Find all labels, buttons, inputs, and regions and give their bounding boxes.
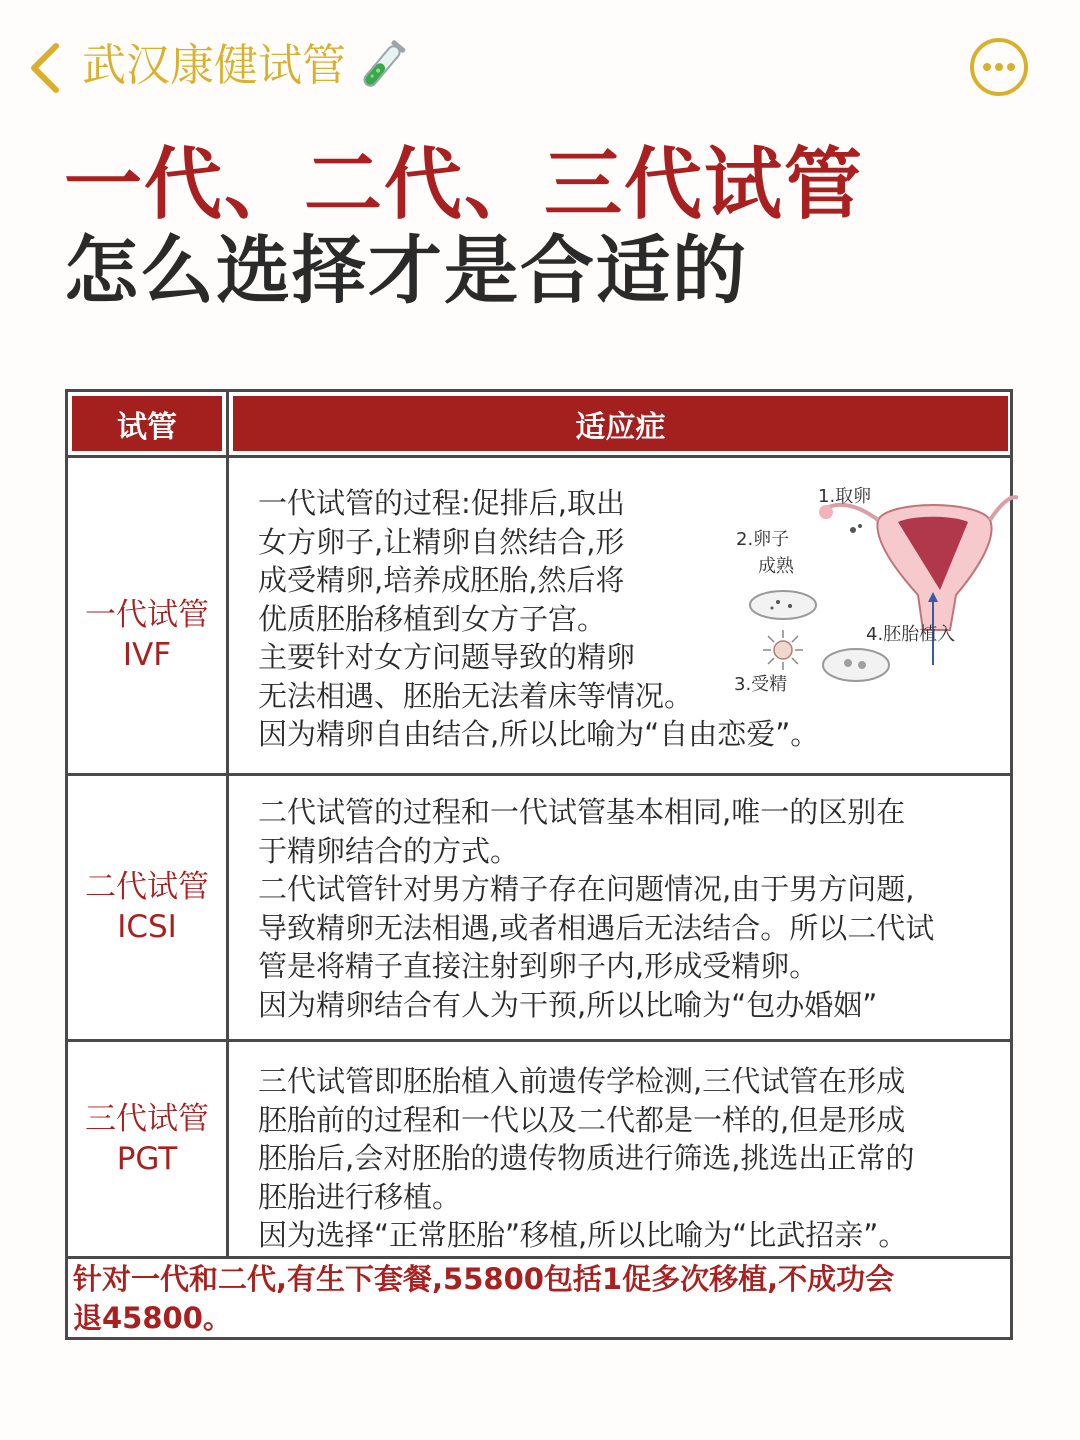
text-line: 管是将精子直接注射到卵子内,形成受精卵。 <box>258 949 819 983</box>
cell-pgt-description <box>258 1062 1010 1255</box>
page-title: 一代、二代、三代试管 <box>64 140 865 230</box>
step-label: 2.卵子 <box>736 529 790 550</box>
account-name: 武汉康健试管 <box>82 40 346 91</box>
account-name-row[interactable] <box>82 36 412 96</box>
text-line: 胚胎进行移植。 <box>258 1179 462 1214</box>
row-divider <box>68 773 1010 776</box>
row-code: PGT <box>116 1141 178 1177</box>
text-line: 于精卵结合的方式。 <box>258 833 520 868</box>
row-label-pgt <box>68 1099 226 1179</box>
cell-icsi-description <box>258 793 1010 1024</box>
text-line: 因为精卵自由结合,所以比喻为“自由恋爱”。 <box>258 717 820 751</box>
row-name: 一代试管 <box>85 597 209 633</box>
ivf-process-illustration <box>728 480 1018 705</box>
text-line: 针对一代和二代,有生下套餐,55800包括1促多次移植,不成功会 <box>73 1262 895 1296</box>
row-divider <box>68 1039 1010 1042</box>
row-code: IVF <box>122 637 172 673</box>
step-label: 成熟 <box>758 556 794 577</box>
top-bar <box>0 0 1080 130</box>
header-indication: 适应症 <box>233 396 1008 451</box>
text-line: 二代试管的过程和一代试管基本相同,唯一的区别在 <box>258 795 906 829</box>
row-code: ICSI <box>117 909 177 945</box>
step-label: 4.胚胎植入 <box>866 624 956 645</box>
text-line: 二代试管针对男方精子存在问题情况,由于男方问题, <box>258 872 915 906</box>
header-ivf-type: 试管 <box>72 396 222 451</box>
row-name: 三代试管 <box>85 1101 209 1137</box>
page-subtitle: 怎么选择才是合适的 <box>64 228 748 314</box>
row-divider <box>68 1256 1010 1259</box>
row-divider <box>68 455 1010 458</box>
step-label: 1.取卵 <box>818 486 872 507</box>
row-label-icsi <box>68 867 226 947</box>
more-horizontal-icon[interactable] <box>968 36 1030 98</box>
step-label: 3.受精 <box>734 674 788 695</box>
text-line: 因为精卵结合有人为干预,所以比喻为“包办婚姻” <box>258 987 878 1022</box>
text-line: 因为选择“正常胚胎”移植,所以比喻为“比武招亲”。 <box>258 1218 908 1252</box>
text-line: 三代试管即胚胎植入前遗传学检测,三代试管在形成 <box>258 1064 906 1098</box>
text-line: 胚胎后,会对胚胎的遗传物质进行筛选,挑选出正常的 <box>258 1141 915 1175</box>
text-line: 一代试管的过程:促排后,取出 <box>258 486 625 520</box>
text-line: 女方卵子,让精卵自然结合,形 <box>258 524 625 559</box>
chevron-left-icon[interactable] <box>18 36 78 96</box>
text-line: 胚胎前的过程和一代以及二代都是一样的,但是形成 <box>258 1102 906 1137</box>
row-name: 二代试管 <box>85 869 209 905</box>
text-line: 导致精卵无法相遇,或者相遇后无法结合。所以二代试 <box>258 910 935 945</box>
text-line: 无法相遇、胚胎无法着床等情况。 <box>258 678 694 713</box>
text-line: 优质胚胎移植到女方子宫。 <box>258 601 607 636</box>
comparison-table <box>65 389 1013 1340</box>
text-line: 主要针对女方问题导致的精卵 <box>258 640 636 674</box>
column-divider <box>226 392 229 1256</box>
row-label-ivf <box>68 595 226 675</box>
text-line: 成受精卵,培养成胚胎,然后将 <box>258 563 625 597</box>
package-note <box>73 1260 1003 1337</box>
test-tube-icon <box>352 36 412 96</box>
text-line: 退45800。 <box>73 1300 232 1335</box>
